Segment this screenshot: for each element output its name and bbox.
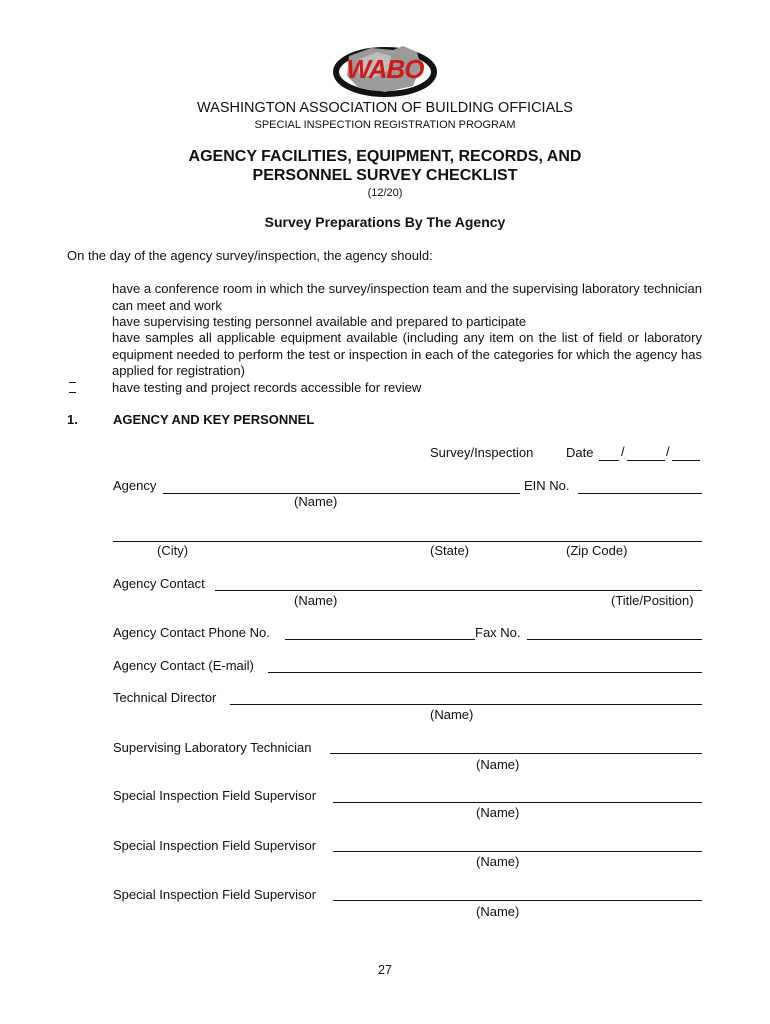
revision-date: (12/20) <box>367 187 403 199</box>
fax-label: Fax No. <box>475 625 521 640</box>
prep-item-2: have supervising testing personnel available and prepared to participate <box>112 314 527 329</box>
contact-field[interactable] <box>215 590 702 591</box>
field-supervisor-3-label: Special Inspection Field Supervisor <box>113 887 317 902</box>
page-number: 27 <box>378 963 392 977</box>
contact-title-caption: (Title/Position) <box>611 593 694 608</box>
field-supervisor-3-caption: (Name) <box>476 904 520 919</box>
prep-item-4: have testing and project records accessible for review <box>112 380 422 395</box>
doc-title-line1: AGENCY FACILITIES, EQUIPMENT, RECORDS, AND <box>188 148 582 165</box>
phone-field[interactable] <box>285 639 475 640</box>
date-year-field[interactable] <box>672 460 700 461</box>
sup-lab-tech-label: Supervising Laboratory Technician <box>113 740 312 755</box>
fax-field[interactable] <box>527 639 702 640</box>
date-day-field[interactable] <box>627 460 665 461</box>
agency-name-caption: (Name) <box>294 494 338 509</box>
field-supervisor-2-field[interactable] <box>333 851 702 852</box>
field-supervisor-3-field[interactable] <box>333 900 702 901</box>
section-number: 1. <box>67 412 78 427</box>
zip-caption: (Zip Code) <box>566 543 628 558</box>
date-sep-1: / <box>621 444 625 459</box>
field-supervisor-1-field[interactable] <box>333 802 702 803</box>
date-label: Date <box>566 445 594 460</box>
field-supervisor-2-caption: (Name) <box>476 854 520 869</box>
contact-label: Agency Contact <box>113 576 205 591</box>
agency-label: Agency <box>113 478 157 493</box>
prep-heading: Survey Preparations By The Agency <box>264 214 506 230</box>
wabo-logo <box>333 36 437 104</box>
section-title: AGENCY AND KEY PERSONNEL <box>113 412 315 427</box>
field-supervisor-1-label: Special Inspection Field Supervisor <box>113 788 317 803</box>
sup-lab-tech-field[interactable] <box>330 753 702 754</box>
date-sep-2: / <box>666 444 670 459</box>
ein-field[interactable] <box>578 493 702 494</box>
state-caption: (State) <box>430 543 470 558</box>
phone-label: Agency Contact Phone No. <box>113 625 270 640</box>
doc-title-line2: PERSONNEL SURVEY CHECKLIST <box>252 167 518 184</box>
org-name: WASHINGTON ASSOCIATION OF BUILDING OFFICIALS <box>197 100 573 116</box>
program-name: SPECIAL INSPECTION REGISTRATION PROGRAM <box>254 119 516 131</box>
field-supervisor-2-label: Special Inspection Field Supervisor <box>113 838 317 853</box>
tech-director-label: Technical Director <box>113 690 217 705</box>
contact-name-caption: (Name) <box>294 593 338 608</box>
bullet-mark <box>69 382 76 393</box>
ein-label: EIN No. <box>524 478 570 493</box>
date-month-field[interactable] <box>599 460 619 461</box>
survey-label: Survey/Inspection <box>430 445 534 460</box>
field-supervisor-1-caption: (Name) <box>476 805 520 820</box>
email-field[interactable] <box>268 672 702 673</box>
logo-text: WABO <box>346 54 424 84</box>
sup-lab-tech-caption: (Name) <box>476 757 520 772</box>
tech-director-field[interactable] <box>230 704 702 705</box>
city-caption: (City) <box>157 543 189 558</box>
prep-item-3: have samples all applicable equipment available (including any item on the list of field or laboratory equipment needed to perform the test or inspection in each of the categories for which the agency has applied for registration) <box>112 330 702 378</box>
address-field[interactable] <box>113 541 702 542</box>
prep-intro: On the day of the agency survey/inspection, the agency should: <box>67 248 433 263</box>
tech-director-caption: (Name) <box>430 707 474 722</box>
prep-item-1: have a conference room in which the survey/inspection team and the supervising laboratory technician can meet and work <box>112 281 702 313</box>
email-label: Agency Contact (E-mail) <box>113 658 254 673</box>
agency-name-field[interactable] <box>163 493 520 494</box>
